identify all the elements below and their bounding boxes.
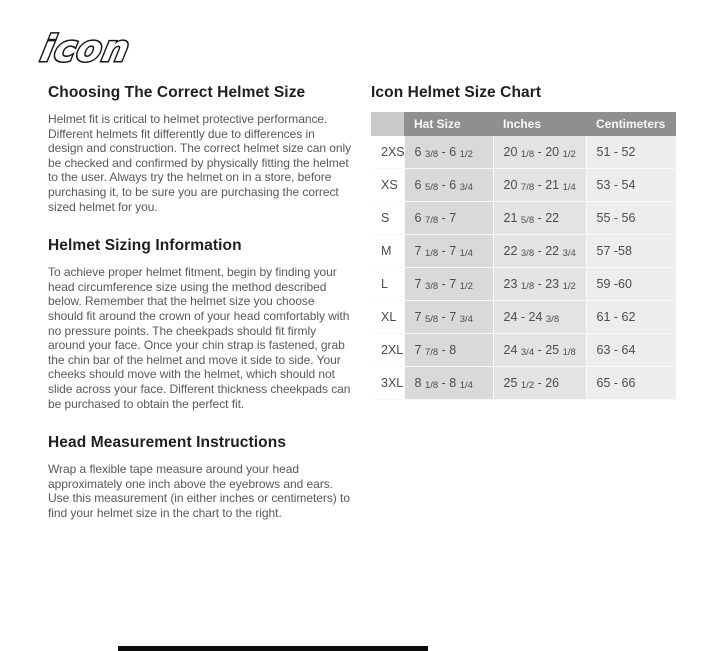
hat-size-cell: 6 7/8 - 7 [404, 202, 493, 235]
table-row [371, 136, 676, 169]
size-label-cell: 2XS [371, 136, 404, 169]
icon-logo [33, 24, 203, 72]
hat-size-cell: 8 1/8 - 8 1/4 [404, 367, 493, 400]
centimeters-cell: 65 - 66 [586, 367, 676, 400]
table-row [371, 334, 676, 367]
inches-cell: 22 3/8 - 22 3/4 [493, 235, 586, 268]
table-row [371, 268, 676, 301]
table-header-row [371, 112, 676, 136]
table-row [371, 235, 676, 268]
header-cell-centimeters: Centimeters [586, 112, 676, 136]
table-row [371, 367, 676, 400]
inches-cell: 24 3/4 - 25 1/8 [493, 334, 586, 367]
inches-cell: 20 1/8 - 20 1/2 [493, 136, 586, 169]
size-label-cell: L [371, 268, 404, 301]
inches-cell: 21 5/8 - 22 [493, 202, 586, 235]
hat-size-cell: 7 3/8 - 7 1/2 [404, 268, 493, 301]
hat-size-cell: 7 1/8 - 7 1/4 [404, 235, 493, 268]
centimeters-cell: 55 - 56 [586, 202, 676, 235]
inches-cell: 25 1/2 - 26 [493, 367, 586, 400]
size-label-cell: S [371, 202, 404, 235]
hat-size-cell: 7 5/8 - 7 3/4 [404, 301, 493, 334]
size-label-cell: 3XL [371, 367, 404, 400]
section-heading-measurement: Head Measurement Instructions [48, 434, 287, 452]
size-label-cell: 2XL [371, 334, 404, 367]
hat-size-cell: 6 5/8 - 6 3/4 [404, 169, 493, 202]
inches-cell: 24 - 24 3/8 [493, 301, 586, 334]
centimeters-cell: 57 -58 [586, 235, 676, 268]
hat-size-cell: 7 7/8 - 8 [404, 334, 493, 367]
section-body-sizing: To achieve proper helmet fitment, begin by finding your head circumference size using the method described below. Remember that the helmet size you choose should fit around the crown of your head comfortably with no pressure points. The cheekpads should fit firmly around your face. Once your chin strap is fastened, grab the chin bar of the helmet and move it side to side. Your cheeks should move with the helmet, which should not slide across your face. Different thickness cheekpads can be purchased to obtain the perfect fit. [48, 265, 351, 411]
size-chart-table [371, 112, 676, 400]
svg-text:icon: icon [37, 27, 135, 70]
size-label-cell: M [371, 235, 404, 268]
inches-cell: 20 7/8 - 21 1/4 [493, 169, 586, 202]
header-cell-corner [371, 112, 404, 136]
centimeters-cell: 59 -60 [586, 268, 676, 301]
table-row [371, 169, 676, 202]
centimeters-cell: 61 - 62 [586, 301, 676, 334]
header-cell-hat-size: Hat Size [404, 112, 493, 136]
size-chart-body [371, 136, 676, 400]
size-chart-column [371, 84, 677, 400]
size-chart-title: Icon Helmet Size Chart [371, 84, 542, 101]
section-body-measurement: Wrap a flexible tape measure around your head approximately one inch above the eyebrows and ears. Use this measurement (in either inches or centimeters) to find your helmet size in the chart to the right. [48, 462, 350, 520]
section-heading-choosing: Choosing The Correct Helmet Size [48, 84, 306, 101]
table-row [371, 202, 676, 235]
instructions-column [48, 84, 352, 543]
inches-cell: 23 1/8 - 23 1/2 [493, 268, 586, 301]
centimeters-cell: 53 - 54 [586, 169, 676, 202]
centimeters-cell: 51 - 52 [586, 136, 676, 169]
section-body-choosing: Helmet fit is critical to helmet protective performance. Different helmets fit differently due to differences in design and construction. The correct helmet size can only be checked and confirmed by physically fitting the helmet to the user. Always try the helmet on in a store, before purchasing it, to be sure you are purchasing the correct sized helmet for you. [48, 112, 352, 214]
icon-logo-icon [33, 24, 203, 72]
centimeters-cell: 63 - 64 [586, 334, 676, 367]
size-label-cell: XL [371, 301, 404, 334]
footer-bar [118, 646, 428, 651]
table-row [371, 301, 676, 334]
header-cell-inches: Inches [493, 112, 586, 136]
hat-size-cell: 6 3/8 - 6 1/2 [404, 136, 493, 169]
section-heading-sizing: Helmet Sizing Information [48, 237, 242, 255]
size-label-cell: XS [371, 169, 404, 202]
